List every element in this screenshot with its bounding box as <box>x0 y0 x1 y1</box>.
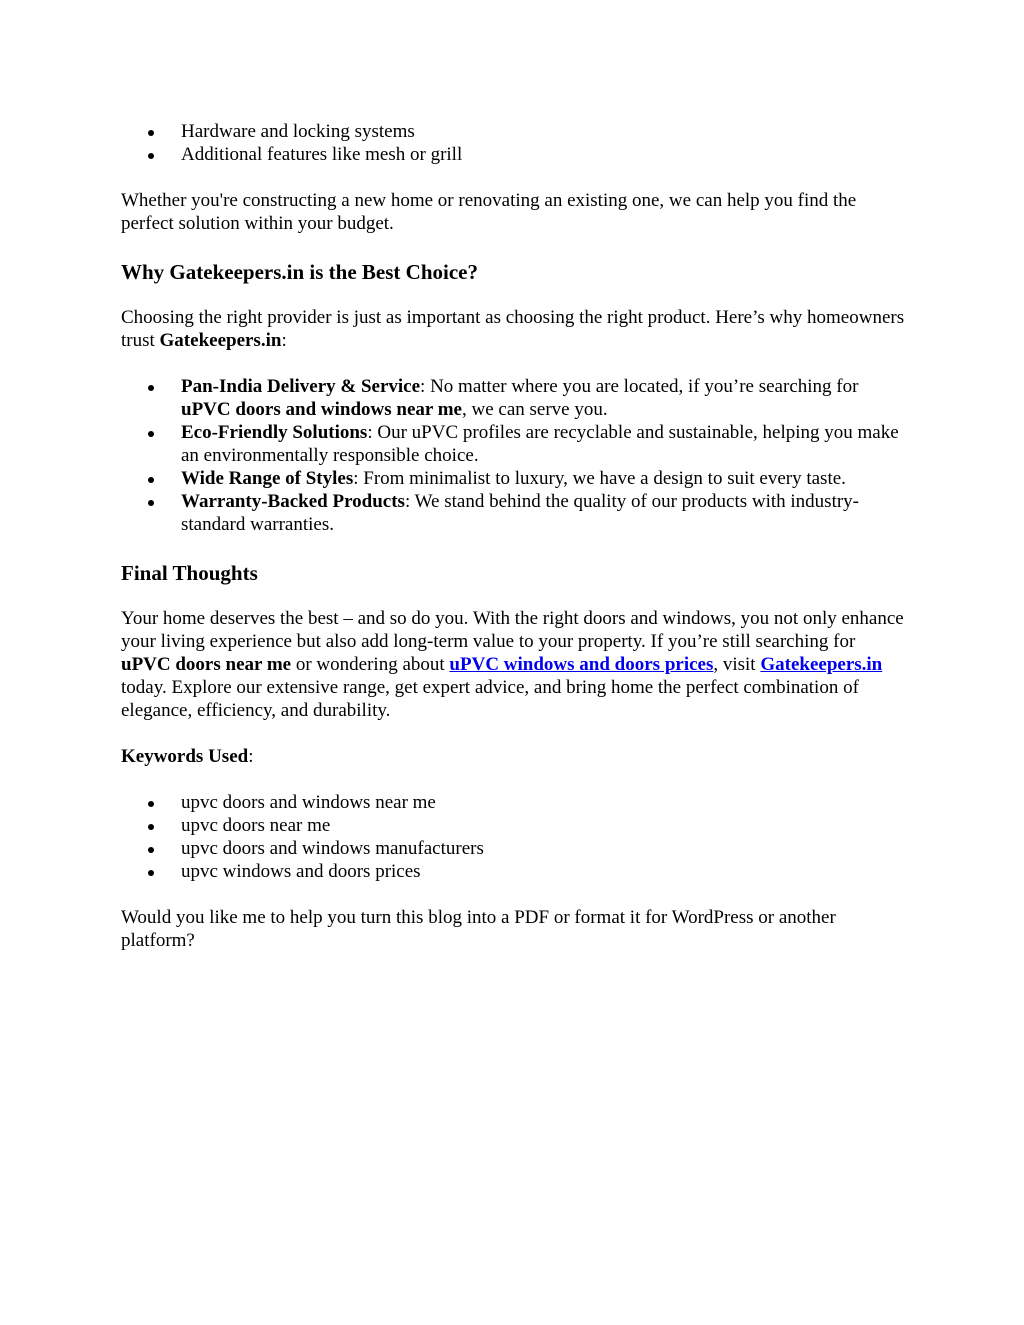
list-item: Wide Range of Styles: From minimalist to luxury, we have a design to suit every taste. <box>121 467 906 490</box>
list-item: Additional features like mesh or grill <box>121 143 906 166</box>
bullet-icon <box>148 130 154 136</box>
why-paragraph: Choosing the right provider is just as important as choosing the right product. Here’s why homeowners trust Gatekeepers.in: <box>121 307 905 351</box>
bullet-icon <box>148 824 154 830</box>
bullet-icon <box>148 477 154 483</box>
list-item: upvc windows and doors prices <box>121 860 906 883</box>
bullet-icon <box>148 500 154 506</box>
list-item: upvc doors near me <box>121 814 906 837</box>
list-item: Pan-India Delivery & Service: No matter where you are located, if you’re searching for uPVC doors and windows near me, we can serve you. <box>121 375 906 421</box>
bullet-icon <box>148 431 154 437</box>
why-list <box>121 375 906 536</box>
final-heading: Final Thoughts <box>121 561 258 585</box>
prices-link[interactable]: uPVC windows and doors prices <box>449 654 714 675</box>
gatekeepers-link[interactable]: Gatekeepers.in <box>760 654 883 675</box>
bullet-icon <box>148 385 154 391</box>
final-paragraph: Your home deserves the best – and so do you. With the right doors and windows, you not only enhance your living experience but also add long-term value to your property. If you’re still searching for uPVC doors near me or wondering about uPVC windows and doors prices, visit Gatekeepers.in today. Explore our extensive range, get expert advice, and bring home the perfect combination of elegance, efficiency, and durability. <box>121 608 904 721</box>
bullet-icon <box>148 801 154 807</box>
closing-paragraph: Would you like me to help you turn this blog into a PDF or format it for WordPress or another platform? <box>121 907 836 951</box>
bullet-icon <box>148 153 154 159</box>
list-item: Hardware and locking systems <box>121 120 906 143</box>
bullet-icon <box>148 870 154 876</box>
list-item: upvc doors and windows near me <box>121 791 906 814</box>
list-item: Warranty-Backed Products: We stand behind the quality of our products with industry-standard warranties. <box>121 490 906 536</box>
keywords-label: Keywords Used: <box>121 746 254 767</box>
features-list <box>121 120 906 166</box>
bullet-icon <box>148 847 154 853</box>
list-item: upvc doors and windows manufacturers <box>121 837 906 860</box>
list-item: Eco-Friendly Solutions: Our uPVC profiles are recyclable and sustainable, helping you make an environmentally responsible choice. <box>121 421 906 467</box>
keywords-list <box>121 791 906 883</box>
why-heading: Why Gatekeepers.in is the Best Choice? <box>121 260 478 284</box>
intro-paragraph: Whether you're constructing a new home or renovating an existing one, we can help you find the perfect solution within your budget. <box>121 190 857 234</box>
